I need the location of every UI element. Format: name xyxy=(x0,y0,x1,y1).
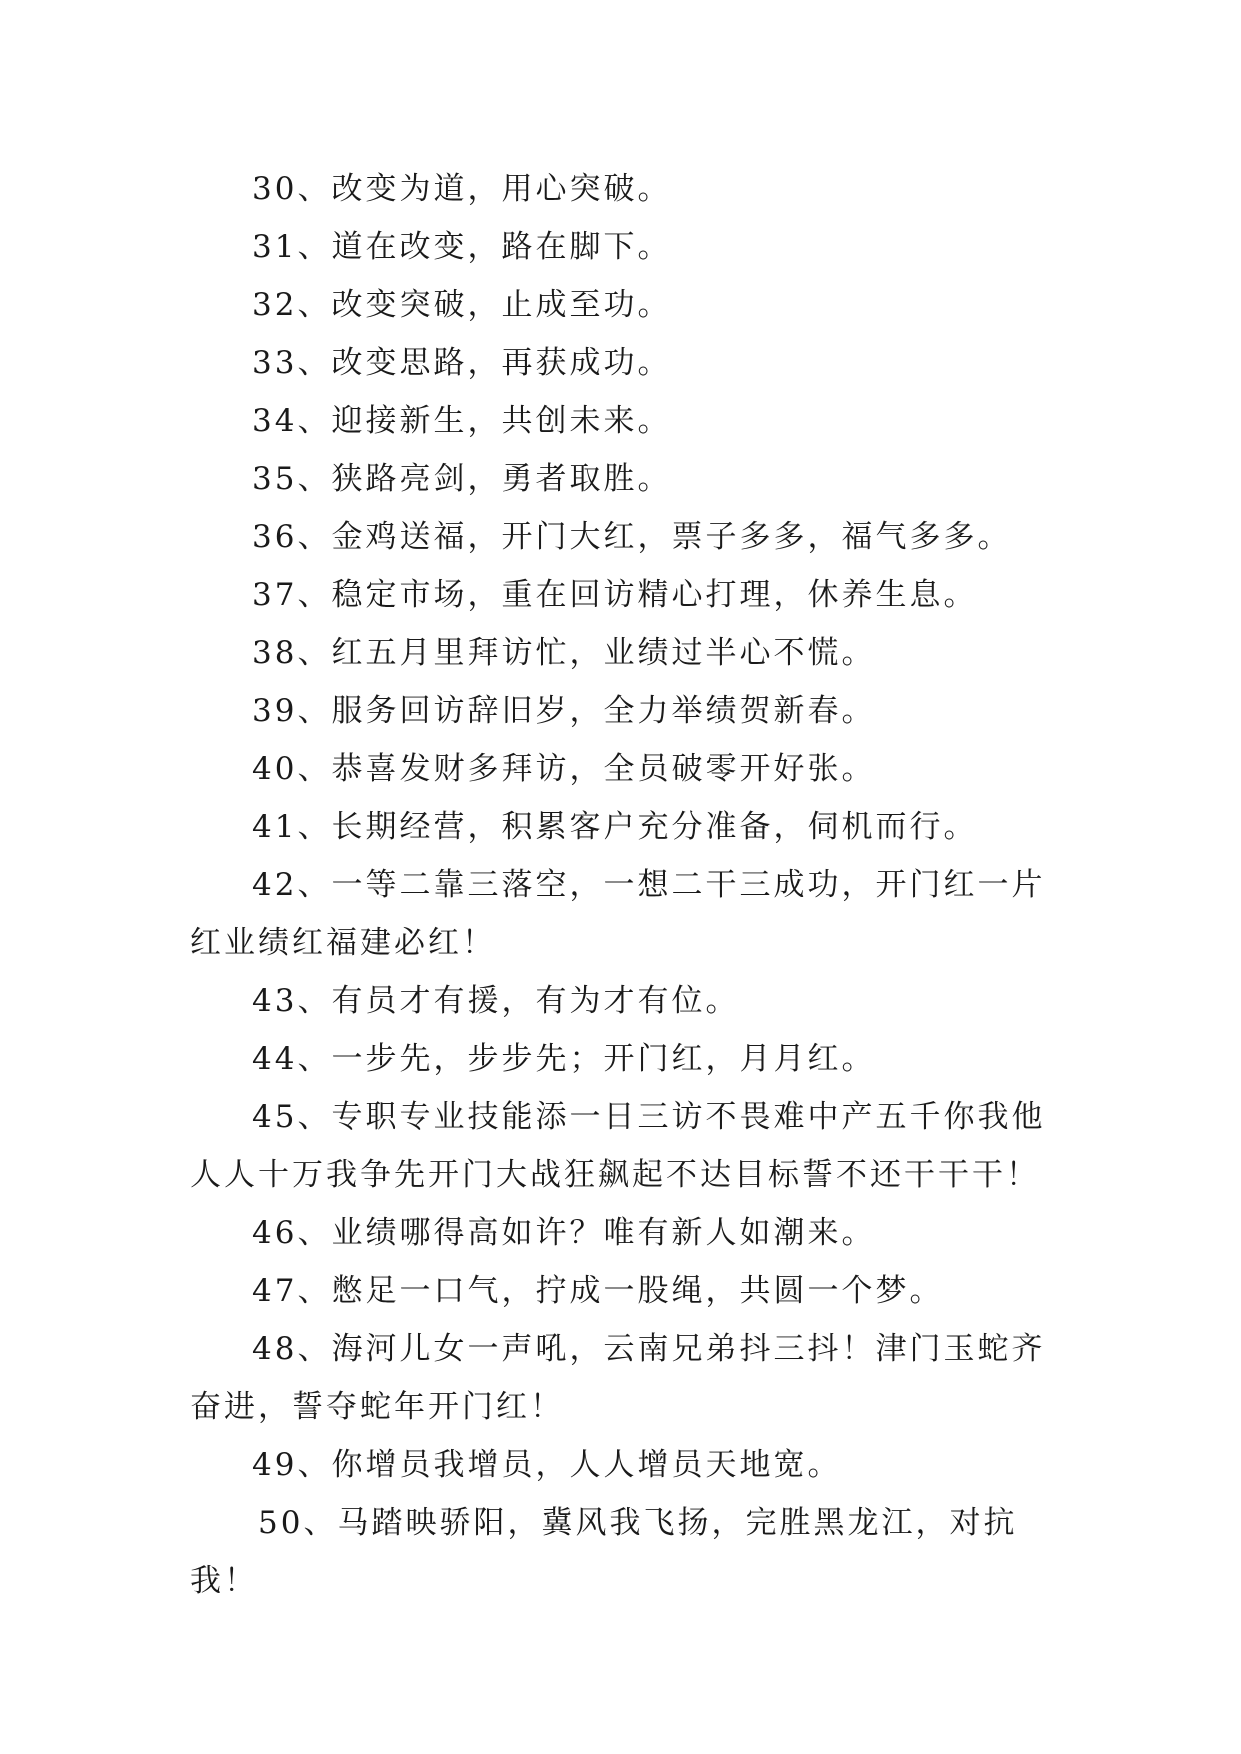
paragraph: 45、专职专业技能添一日三访不畏难中产五千你我他人人十万我争先开门大战狂飙起不达目标誓不还干干干！ xyxy=(190,1099,1046,1193)
paragraph: 33、改变思路，再获成功。 xyxy=(252,345,672,381)
paragraph: 41、长期经营，积累客户充分准备，伺机而行。 xyxy=(252,809,978,845)
document-body xyxy=(190,160,1060,1610)
paragraph: 30、改变为道，用心突破。 xyxy=(252,171,672,207)
paragraph: 49、你增员我增员，人人增员天地宽。 xyxy=(252,1447,842,1483)
paragraph: 50、马踏映骄阳，冀风我飞扬，完胜黑龙江，对抗我！ xyxy=(190,1505,1018,1599)
paragraph: 47、憋足一口气，拧成一股绳，共圆一个梦。 xyxy=(252,1273,944,1309)
paragraph: 38、红五月里拜访忙，业绩过半心不慌。 xyxy=(252,635,876,671)
paragraph: 31、道在改变，路在脚下。 xyxy=(252,229,672,265)
paragraph: 35、狭路亮剑，勇者取胜。 xyxy=(252,461,672,497)
paragraph: 32、改变突破，止成至功。 xyxy=(252,287,672,323)
paragraph: 46、业绩哪得高如许？唯有新人如潮来。 xyxy=(252,1215,876,1251)
paragraph: 36、金鸡送福，开门大红，票子多多，福气多多。 xyxy=(252,519,1012,555)
paragraph: 43、有员才有援，有为才有位。 xyxy=(252,983,740,1019)
paragraph: 37、稳定市场，重在回访精心打理，休养生息。 xyxy=(252,577,978,613)
paragraph: 39、服务回访辞旧岁，全力举绩贺新春。 xyxy=(252,693,876,729)
paragraph: 40、恭喜发财多拜访，全员破零开好张。 xyxy=(252,751,876,787)
paragraph: 42、一等二靠三落空，一想二干三成功，开门红一片红业绩红福建必红！ xyxy=(190,867,1046,961)
paragraph: 44、一步先，步步先；开门红，月月红。 xyxy=(252,1041,876,1077)
paragraph: 48、海河儿女一声吼，云南兄弟抖三抖！津门玉蛇齐奋进，誓夺蛇年开门红！ xyxy=(190,1331,1046,1425)
paragraph: 34、迎接新生，共创未来。 xyxy=(252,403,672,439)
